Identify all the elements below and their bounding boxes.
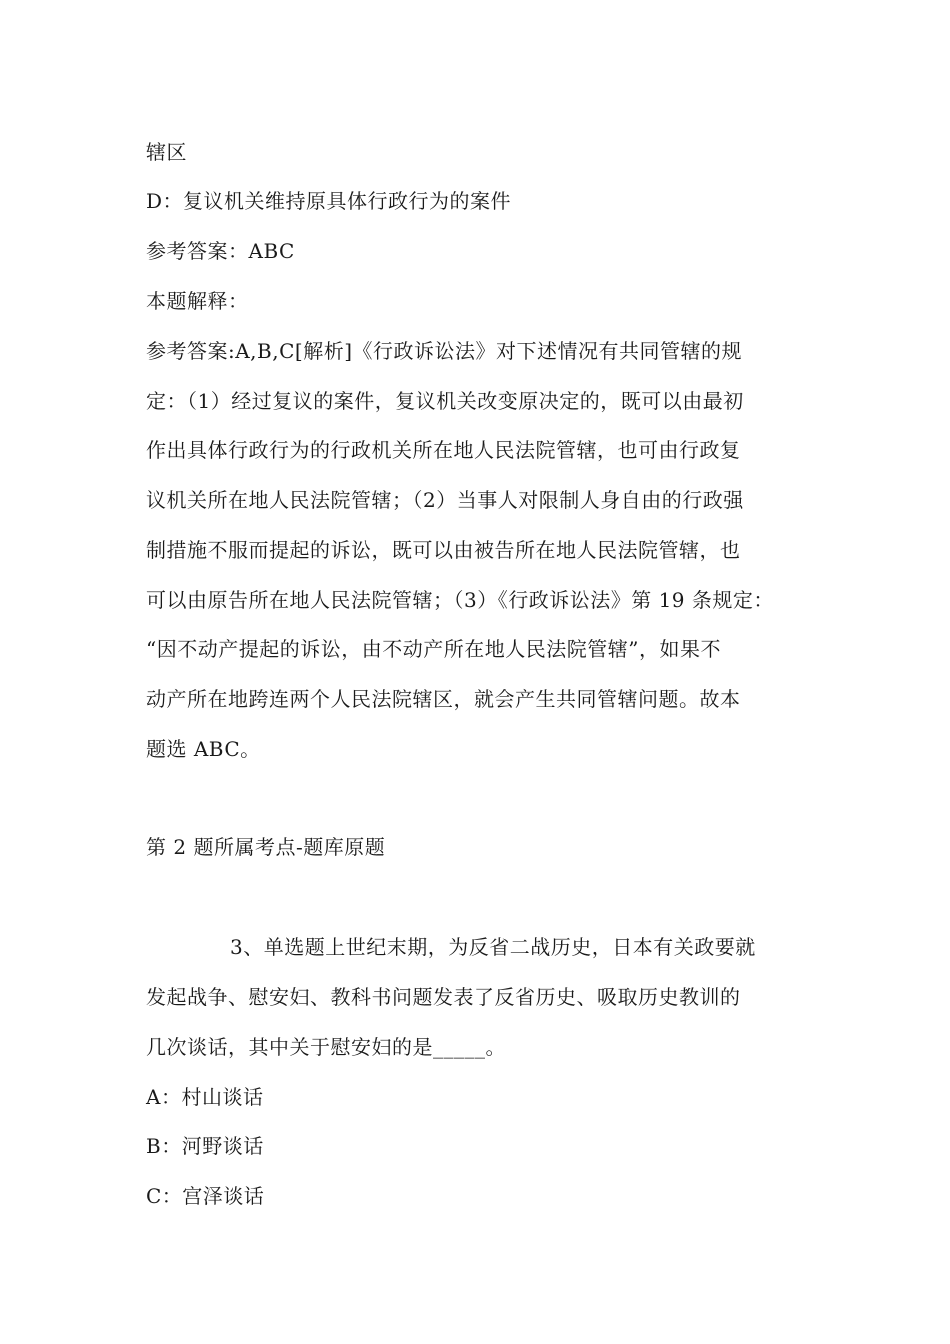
explanation-line: 作出具体行政行为的行政机关所在地人民法院管辖，也可由行政复	[146, 438, 741, 462]
option-a: A：村山谈话	[146, 1085, 264, 1109]
explanation-line: “因不动产提起的诉讼，由不动产所在地人民法院管辖”，如果不	[146, 637, 721, 661]
option-c-continuation: 辖区	[146, 140, 187, 164]
explanation-line: 动产所在地跨连两个人民法院辖区，就会产生共同管辖问题。故本	[146, 687, 741, 711]
explanation-line: 定：（1）经过复议的案件，复议机关改变原决定的，既可以由最初	[146, 389, 744, 413]
explanation-heading: 本题解释：	[146, 289, 249, 313]
explanation-line: 可以由原告所在地人民法院管辖；（3）《行政诉讼法》第 19 条规定：	[146, 588, 774, 612]
question-stem-line: 3、单选题上世纪末期，为反省二战历史，日本有关政要就	[230, 935, 756, 959]
explanation-line: 参考答案:A,B,C[解析]《行政诉讼法》对下述情况有共同管辖的规	[146, 339, 743, 363]
explanation-line: 题选 ABC。	[146, 737, 261, 761]
reference-answer: 参考答案：ABC	[146, 239, 295, 263]
explanation-line: 议机关所在地人民法院管辖；（2）当事人对限制人身自由的行政强	[146, 488, 744, 512]
option-b: B：河野谈话	[146, 1134, 264, 1158]
option-c: C：宫泽谈话	[146, 1184, 265, 1208]
option-d: D：复议机关维持原具体行政行为的案件	[146, 189, 512, 213]
question-stem-line: 几次谈话，其中关于慰安妇的是_____。	[146, 1035, 506, 1059]
question-stem-line: 发起战争、慰安妇、教科书问题发表了反省历史、吸取历史教训的	[146, 985, 741, 1009]
explanation-line: 制措施不服而提起的诉讼，既可以由被告所在地人民法院管辖，也	[146, 538, 741, 562]
topic-source: 第 2 题所属考点-题库原题	[146, 835, 386, 859]
